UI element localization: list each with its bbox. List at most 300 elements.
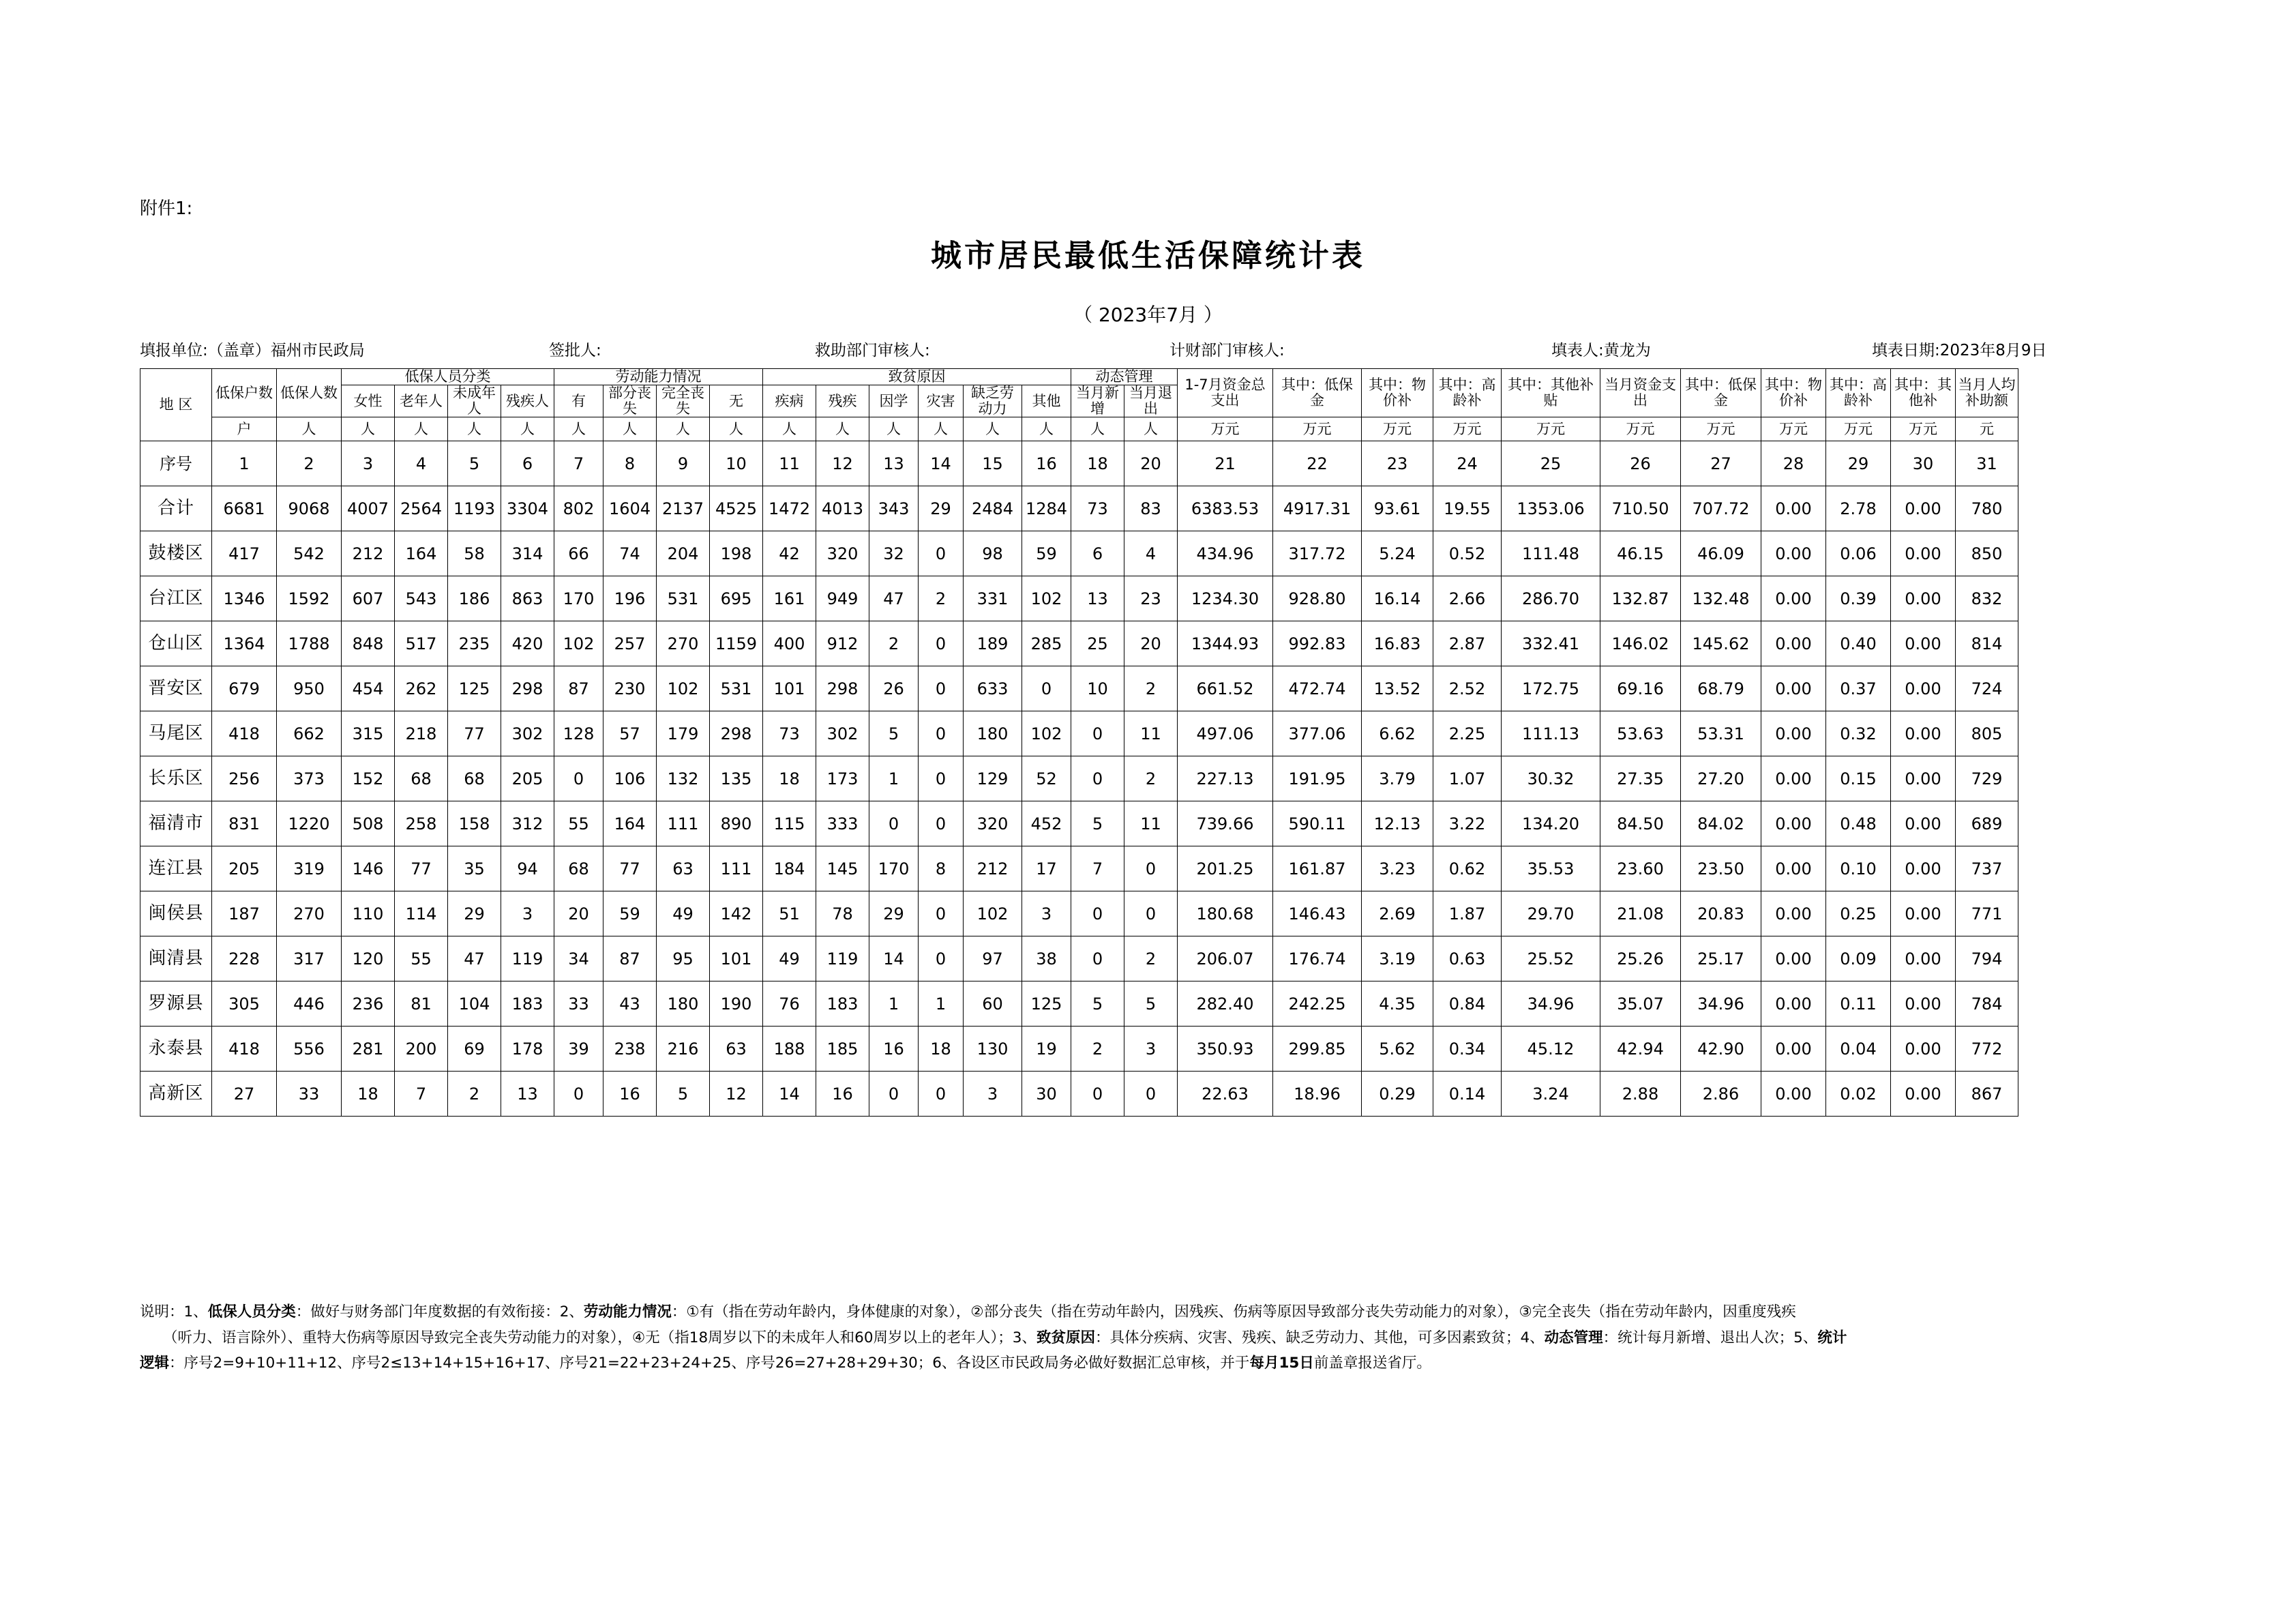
- row-region: 长乐区: [140, 756, 212, 801]
- cell: 212: [342, 531, 395, 576]
- cell: 184: [763, 846, 816, 891]
- th-month-sub-4: 其中：其他补: [1891, 369, 1956, 417]
- cell: 81: [395, 981, 448, 1027]
- cell: 832: [1956, 576, 2018, 621]
- cell: 814: [1956, 621, 2018, 666]
- cell: 0: [919, 666, 964, 711]
- note-bold-4: 动态管理: [1544, 1329, 1603, 1346]
- cell: 104: [448, 981, 501, 1027]
- cell: 0.00: [1761, 936, 1826, 981]
- cell: 58: [448, 531, 501, 576]
- meta-approver: 签批人:: [549, 342, 601, 359]
- cell: 94: [501, 846, 554, 891]
- row-region: 仓山区: [140, 621, 212, 666]
- cell: 0.00: [1761, 621, 1826, 666]
- cell: 1193: [448, 486, 501, 531]
- unit-26: 万元: [1761, 417, 1826, 441]
- cell: 531: [710, 666, 763, 711]
- seq-1: 1: [212, 441, 277, 486]
- th-pov-disaster: 灾害: [919, 385, 964, 417]
- note-bold-1: 低保人员分类: [207, 1303, 296, 1320]
- cell: 6: [1071, 531, 1124, 576]
- cell: 47: [448, 936, 501, 981]
- cell: 0.00: [1761, 666, 1826, 711]
- row-region: 闽侯县: [140, 891, 212, 936]
- cell: 724: [1956, 666, 2018, 711]
- cell: 350.93: [1178, 1027, 1273, 1072]
- cell: 102: [1022, 711, 1071, 756]
- th-group-labor: 劳动能力情况: [554, 369, 763, 385]
- cell: 212: [964, 846, 1022, 891]
- seq-11: 11: [763, 441, 816, 486]
- note-bold-7: 每月15日: [1249, 1355, 1314, 1372]
- cell: 2.69: [1362, 891, 1433, 936]
- cell: 2484: [964, 486, 1022, 531]
- cell: 93.61: [1362, 486, 1433, 531]
- cell: 1: [869, 981, 919, 1027]
- cell: 454: [342, 666, 395, 711]
- unit-29: 元: [1956, 417, 2018, 441]
- cell: 0.00: [1761, 756, 1826, 801]
- seq-24: 24: [1433, 441, 1502, 486]
- cell: 12.13: [1362, 801, 1433, 846]
- cell: 2.78: [1826, 486, 1891, 531]
- cell: 784: [1956, 981, 2018, 1027]
- cell: 42.94: [1600, 1027, 1681, 1072]
- cell: 29.70: [1502, 891, 1600, 936]
- row-region: 闽清县: [140, 936, 212, 981]
- unit-6: 人: [501, 417, 554, 441]
- table-row: [140, 711, 2018, 756]
- cell: 0.34: [1433, 1027, 1502, 1072]
- cell: 18: [342, 1072, 395, 1117]
- cell: 377.06: [1273, 711, 1362, 756]
- table-row: [140, 846, 2018, 891]
- unit-7: 人: [554, 417, 603, 441]
- cell: 68: [448, 756, 501, 801]
- cell: 0.10: [1826, 846, 1891, 891]
- cell: 27.20: [1681, 756, 1761, 801]
- cell: 76: [763, 981, 816, 1027]
- cell: 3304: [501, 486, 554, 531]
- cell: 1220: [277, 801, 342, 846]
- cell: 0: [869, 1072, 919, 1117]
- note-text-8: 前盖章报送省厅。: [1313, 1355, 1431, 1372]
- unit-1: 户: [212, 417, 277, 441]
- cell: 3.23: [1362, 846, 1433, 891]
- cell: 0.00: [1891, 711, 1956, 756]
- cell: 434.96: [1178, 531, 1273, 576]
- cell: 0.00: [1891, 936, 1956, 981]
- cell: 164: [395, 531, 448, 576]
- cell: 77: [448, 711, 501, 756]
- cell: 23.50: [1681, 846, 1761, 891]
- cell: 331: [964, 576, 1022, 621]
- cell: 400: [763, 621, 816, 666]
- seq-9: 9: [657, 441, 710, 486]
- cell: 114: [395, 891, 448, 936]
- cell: 236: [342, 981, 395, 1027]
- th-cat-disabled: 残疾人: [501, 385, 554, 417]
- cell: 101: [710, 936, 763, 981]
- cell: 20.83: [1681, 891, 1761, 936]
- cell: 590.11: [1273, 801, 1362, 846]
- cell: 2: [1124, 756, 1178, 801]
- seq-13: 13: [869, 441, 919, 486]
- cell: 4: [1124, 531, 1178, 576]
- cell: 7: [395, 1072, 448, 1117]
- cell: 170: [554, 576, 603, 621]
- cell: 2.88: [1600, 1072, 1681, 1117]
- cell: 5.62: [1362, 1027, 1433, 1072]
- cell: 1: [919, 981, 964, 1027]
- cell: 69.16: [1600, 666, 1681, 711]
- seq-22: 22: [1273, 441, 1362, 486]
- th-cat-elderly: 老年人: [395, 385, 448, 417]
- th-expense-sub-4: 其中：其他补贴: [1502, 369, 1600, 417]
- cell: 3.22: [1433, 801, 1502, 846]
- cell: 83: [1124, 486, 1178, 531]
- cell: 0.00: [1891, 981, 1956, 1027]
- cell: 111.48: [1502, 531, 1600, 576]
- cell: 5: [657, 1072, 710, 1117]
- cell: 205: [501, 756, 554, 801]
- cell: 0.00: [1891, 756, 1956, 801]
- cell: 176.74: [1273, 936, 1362, 981]
- cell: 183: [501, 981, 554, 1027]
- attachment-label: 附件1:: [140, 198, 193, 219]
- th-month-sub-2: 其中：物价补: [1761, 369, 1826, 417]
- cell: 102: [1022, 576, 1071, 621]
- seq-21: 21: [1178, 441, 1273, 486]
- seq-2: 2: [277, 441, 342, 486]
- cell: 258: [395, 801, 448, 846]
- seq-28: 28: [1761, 441, 1826, 486]
- seq-30: 30: [1891, 441, 1956, 486]
- seq-15: 15: [964, 441, 1022, 486]
- cell: 205: [212, 846, 277, 891]
- meta-date: 填表日期:2023年8月9日: [1872, 342, 2047, 359]
- cell: 5: [1071, 981, 1124, 1027]
- cell: 68: [395, 756, 448, 801]
- cell: 543: [395, 576, 448, 621]
- seq-5: 5: [448, 441, 501, 486]
- meta-row: [140, 338, 2158, 360]
- cell: 87: [554, 666, 603, 711]
- note-text-5: ：具体分疾病、灾害、残疾、缺乏劳动力、其他，可多因素致贫；4、: [1094, 1329, 1545, 1346]
- cell: 29: [919, 486, 964, 531]
- unit-5: 人: [448, 417, 501, 441]
- cell: 262: [395, 666, 448, 711]
- cell: 18: [763, 756, 816, 801]
- cell: 130: [964, 1027, 1022, 1072]
- seq-29: 29: [1826, 441, 1891, 486]
- cell: 850: [1956, 531, 2018, 576]
- cell: 19.55: [1433, 486, 1502, 531]
- row-region: 晋安区: [140, 666, 212, 711]
- cell: 186: [448, 576, 501, 621]
- cell: 0.00: [1891, 576, 1956, 621]
- cell: 20: [554, 891, 603, 936]
- table-row: [140, 576, 2018, 621]
- cell: 84.02: [1681, 801, 1761, 846]
- cell: 270: [657, 621, 710, 666]
- th-dyn-added: 当月新增: [1071, 385, 1124, 417]
- cell: 0: [1124, 1072, 1178, 1117]
- unit-19: 万元: [1178, 417, 1273, 441]
- cell: 2.66: [1433, 576, 1502, 621]
- unit-11: 人: [763, 417, 816, 441]
- cell: 0: [919, 711, 964, 756]
- cell: 11: [1124, 711, 1178, 756]
- cell: 19: [1022, 1027, 1071, 1072]
- cell: 1: [869, 756, 919, 801]
- cell: 190: [710, 981, 763, 1027]
- cell: 1346: [212, 576, 277, 621]
- table-row: [140, 981, 2018, 1027]
- cell: 305: [212, 981, 277, 1027]
- cell: 34.96: [1681, 981, 1761, 1027]
- row-region: 台江区: [140, 576, 212, 621]
- cell: 729: [1956, 756, 2018, 801]
- cell: 132.48: [1681, 576, 1761, 621]
- cell: 102: [554, 621, 603, 666]
- cell: 27.35: [1600, 756, 1681, 801]
- cell: 1234.30: [1178, 576, 1273, 621]
- th-month-sub-1: 其中：低保金: [1681, 369, 1761, 417]
- cell: 33: [554, 981, 603, 1027]
- cell: 16: [869, 1027, 919, 1072]
- cell: 2: [448, 1072, 501, 1117]
- cell: 2: [869, 621, 919, 666]
- cell: 679: [212, 666, 277, 711]
- table-row: [140, 531, 2018, 576]
- seq-4: 4: [395, 441, 448, 486]
- cell: 55: [395, 936, 448, 981]
- unit-8: 人: [603, 417, 657, 441]
- unit-12: 人: [816, 417, 869, 441]
- cell: 661.52: [1178, 666, 1273, 711]
- cell: 0.63: [1433, 936, 1502, 981]
- cell: 281: [342, 1027, 395, 1072]
- cell: 0.00: [1891, 1027, 1956, 1072]
- cell: 98: [964, 531, 1022, 576]
- cell: 417: [212, 531, 277, 576]
- cell: 101: [763, 666, 816, 711]
- th-households: 低保户数: [212, 369, 277, 417]
- cell: 23: [1124, 576, 1178, 621]
- cell: 4013: [816, 486, 869, 531]
- cell: 33: [277, 1072, 342, 1117]
- cell: 35.07: [1600, 981, 1681, 1027]
- cell: 106: [603, 756, 657, 801]
- cell: 57: [603, 711, 657, 756]
- cell: 320: [964, 801, 1022, 846]
- unit-17: 人: [1071, 417, 1124, 441]
- cell: 0.00: [1891, 891, 1956, 936]
- cell: 0: [1071, 1072, 1124, 1117]
- cell: 164: [603, 801, 657, 846]
- cell: 1604: [603, 486, 657, 531]
- cell: 35.53: [1502, 846, 1600, 891]
- th-group-poverty: 致贫原因: [763, 369, 1071, 385]
- cell: 343: [869, 486, 919, 531]
- cell: 0.15: [1826, 756, 1891, 801]
- cell: 20: [1124, 621, 1178, 666]
- cell: 0.52: [1433, 531, 1502, 576]
- th-month-expense: 当月资金支出: [1600, 369, 1681, 417]
- cell: 6383.53: [1178, 486, 1273, 531]
- cell: 890: [710, 801, 763, 846]
- cell: 21.08: [1600, 891, 1681, 936]
- th-expense-sub-1: 其中：低保金: [1273, 369, 1362, 417]
- cell: 230: [603, 666, 657, 711]
- cell: 87: [603, 936, 657, 981]
- cell: 63: [657, 846, 710, 891]
- cell: 111: [710, 846, 763, 891]
- meta-aid-reviewer: 救助部门审核人:: [815, 342, 930, 359]
- cell: 172.75: [1502, 666, 1600, 711]
- cell: 43: [603, 981, 657, 1027]
- cell: 0: [919, 621, 964, 666]
- cell: 320: [816, 531, 869, 576]
- cell: 286.70: [1502, 576, 1600, 621]
- cell: 25: [1071, 621, 1124, 666]
- cell: 0.00: [1761, 891, 1826, 936]
- cell: 3: [964, 1072, 1022, 1117]
- cell: 446: [277, 981, 342, 1027]
- seq-6: 6: [501, 441, 554, 486]
- cell: 26: [869, 666, 919, 711]
- cell: 0.00: [1761, 486, 1826, 531]
- cell: 3: [1022, 891, 1071, 936]
- cell: 1.07: [1433, 756, 1502, 801]
- cell: 0: [919, 801, 964, 846]
- cell: 1.87: [1433, 891, 1502, 936]
- unit-20: 万元: [1273, 417, 1362, 441]
- cell: 204: [657, 531, 710, 576]
- cell: 73: [763, 711, 816, 756]
- cell: 282.40: [1178, 981, 1273, 1027]
- cell: 0: [1071, 936, 1124, 981]
- cell: 0: [869, 801, 919, 846]
- cell: 59: [1022, 531, 1071, 576]
- table-row: [140, 936, 2018, 981]
- cell: 12: [710, 1072, 763, 1117]
- cell: 119: [501, 936, 554, 981]
- note-text-6: ：统计每月新增、退出人次；5、: [1602, 1329, 1818, 1346]
- table-row: [140, 1027, 2018, 1072]
- cell: 46.09: [1681, 531, 1761, 576]
- cell: 46.15: [1600, 531, 1681, 576]
- seq-16: 16: [1022, 441, 1071, 486]
- cell: 794: [1956, 936, 2018, 981]
- row-region: 马尾区: [140, 711, 212, 756]
- cell: 0.29: [1362, 1072, 1433, 1117]
- cell: 302: [816, 711, 869, 756]
- row-region: 连江县: [140, 846, 212, 891]
- cell: 179: [657, 711, 710, 756]
- cell: 11: [1124, 801, 1178, 846]
- cell: 5: [1124, 981, 1178, 1027]
- cell: 73: [1071, 486, 1124, 531]
- cell: 3.19: [1362, 936, 1433, 981]
- cell: 1353.06: [1502, 486, 1600, 531]
- cell: 298: [816, 666, 869, 711]
- cell: 0.00: [1761, 711, 1826, 756]
- cell: 662: [277, 711, 342, 756]
- cell: 35: [448, 846, 501, 891]
- cell: 14: [763, 1072, 816, 1117]
- cell: 710.50: [1600, 486, 1681, 531]
- cell: 0.25: [1826, 891, 1891, 936]
- cell: 30: [1022, 1072, 1071, 1117]
- cell: 314: [501, 531, 554, 576]
- cell: 10: [1071, 666, 1124, 711]
- cell: 299.85: [1273, 1027, 1362, 1072]
- cell: 257: [603, 621, 657, 666]
- cell: 0.02: [1826, 1072, 1891, 1117]
- cell: 333: [816, 801, 869, 846]
- cell: 2.87: [1433, 621, 1502, 666]
- cell: 418: [212, 711, 277, 756]
- cell: 2: [1124, 936, 1178, 981]
- cell: 18.96: [1273, 1072, 1362, 1117]
- cell: 863: [501, 576, 554, 621]
- cell: 689: [1956, 801, 2018, 846]
- cell: 120: [342, 936, 395, 981]
- th-pov-illness: 疾病: [763, 385, 816, 417]
- cell: 29: [869, 891, 919, 936]
- cell: 25.52: [1502, 936, 1600, 981]
- cell: 22.63: [1178, 1072, 1273, 1117]
- table-row: [140, 621, 2018, 666]
- cell: 0.37: [1826, 666, 1891, 711]
- cell: 0: [919, 531, 964, 576]
- th-pov-disability: 残疾: [816, 385, 869, 417]
- cell: 146.43: [1273, 891, 1362, 936]
- cell: 0.00: [1891, 666, 1956, 711]
- seq-10: 10: [710, 441, 763, 486]
- cell: 135: [710, 756, 763, 801]
- cell: 737: [1956, 846, 2018, 891]
- cell: 13: [501, 1072, 554, 1117]
- cell: 607: [342, 576, 395, 621]
- th-region: 地 区: [140, 369, 212, 441]
- unit-27: 万元: [1826, 417, 1891, 441]
- th-expense-sub-3: 其中：高龄补: [1433, 369, 1502, 417]
- cell: 5: [869, 711, 919, 756]
- cell: 0.00: [1891, 531, 1956, 576]
- cell: 332.41: [1502, 621, 1600, 666]
- unit-9: 人: [657, 417, 710, 441]
- cell: 497.06: [1178, 711, 1273, 756]
- cell: 270: [277, 891, 342, 936]
- unit-13: 人: [869, 417, 919, 441]
- cell: 0.00: [1761, 1072, 1826, 1117]
- cell: 1284: [1022, 486, 1071, 531]
- cell: 16: [816, 1072, 869, 1117]
- header-row-1: [140, 369, 2018, 385]
- cell: 1592: [277, 576, 342, 621]
- cell: 125: [1022, 981, 1071, 1027]
- cell: 531: [657, 576, 710, 621]
- unit-23: 万元: [1502, 417, 1600, 441]
- cell: 55: [554, 801, 603, 846]
- cell: 180: [964, 711, 1022, 756]
- cell: 771: [1956, 891, 2018, 936]
- cell: 0.00: [1891, 1072, 1956, 1117]
